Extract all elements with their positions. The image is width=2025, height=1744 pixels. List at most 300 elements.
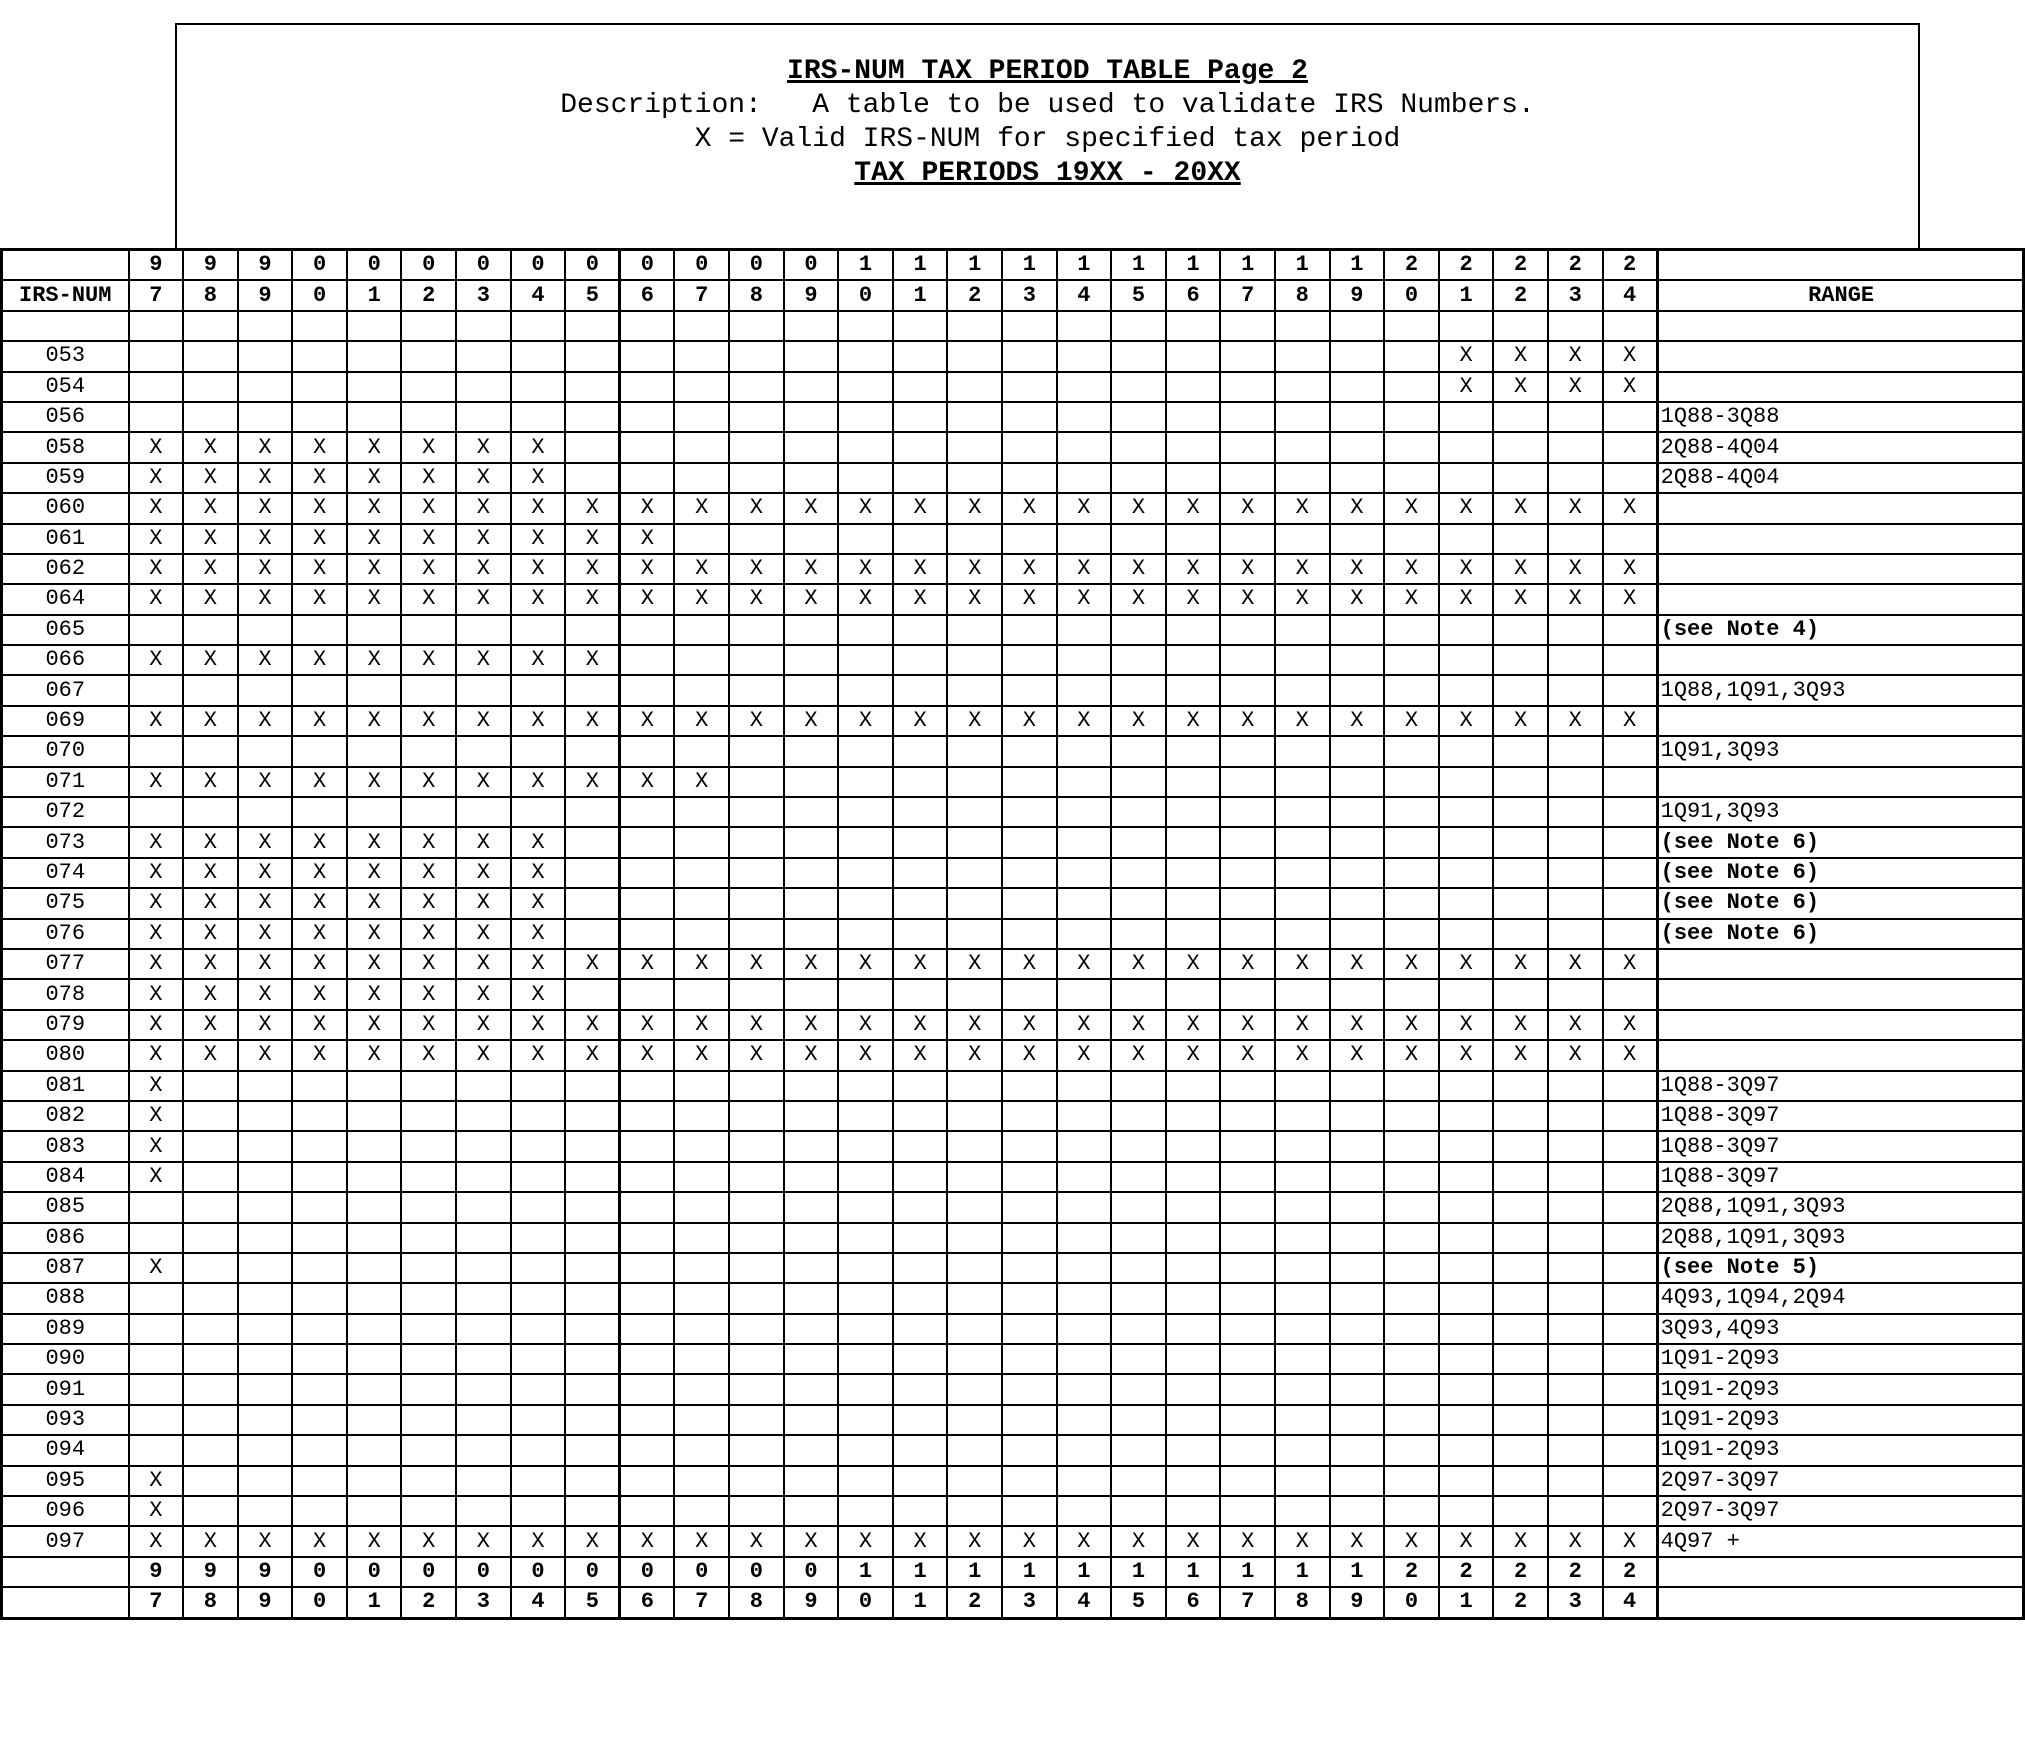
empty-cell (1548, 1071, 1603, 1101)
empty-cell (784, 1223, 839, 1253)
valid-mark: X (1166, 584, 1221, 614)
irs-num-header: IRS-NUM (2, 280, 129, 310)
valid-mark: X (183, 767, 238, 797)
valid-mark: X (838, 1010, 893, 1040)
valid-mark: X (784, 1040, 839, 1070)
empty-cell (1166, 1344, 1221, 1374)
empty-cell (1220, 1466, 1275, 1496)
range-cell: 1Q91,3Q93 (1657, 797, 2023, 827)
empty-cell (292, 1283, 347, 1313)
valid-mark: X (292, 645, 347, 675)
empty-cell (1548, 1466, 1603, 1496)
empty-cell (347, 402, 402, 432)
range-cell: 1Q88-3Q97 (1657, 1071, 2023, 1101)
table-row (2, 1162, 2024, 1192)
valid-mark: X (511, 858, 566, 888)
valid-mark: X (511, 493, 566, 523)
empty-cell (1111, 736, 1166, 766)
valid-mark: X (292, 584, 347, 614)
valid-mark: X (729, 584, 784, 614)
year-digit: 2 (1603, 250, 1658, 281)
valid-mark: X (1275, 493, 1330, 523)
empty-cell (838, 1374, 893, 1404)
valid-mark: X (292, 827, 347, 857)
empty-cell (1439, 1101, 1494, 1131)
valid-mark: X (129, 1466, 184, 1496)
table-row (2, 1071, 2024, 1101)
empty-cell (838, 1405, 893, 1435)
irs-num-cell: 078 (2, 979, 129, 1009)
table-row (2, 706, 2024, 736)
empty-cell (784, 615, 839, 645)
valid-mark: X (347, 432, 402, 462)
table-row (2, 767, 2024, 797)
empty-cell (1275, 463, 1330, 493)
irs-num-cell: 061 (2, 524, 129, 554)
year-digit: 0 (456, 1557, 511, 1587)
empty-cell (1220, 858, 1275, 888)
empty-cell (1548, 1374, 1603, 1404)
valid-mark: X (1002, 1040, 1057, 1070)
valid-mark: X (238, 888, 293, 918)
empty-cell (456, 1374, 511, 1404)
year-digit: 1 (1220, 1557, 1275, 1587)
empty-cell (565, 1192, 620, 1222)
valid-mark: X (838, 706, 893, 736)
blank-cell (1111, 311, 1166, 341)
irs-num-cell: 095 (2, 1466, 129, 1496)
range-cell: 1Q91,3Q93 (1657, 736, 2023, 766)
valid-mark: X (674, 554, 729, 584)
empty-cell (511, 1374, 566, 1404)
year-digit: 8 (729, 1587, 784, 1618)
empty-cell (620, 372, 675, 402)
empty-cell (129, 1374, 184, 1404)
empty-cell (784, 1071, 839, 1101)
year-digit: 0 (674, 250, 729, 281)
empty-cell (1548, 1192, 1603, 1222)
valid-mark: X (893, 1526, 948, 1556)
year-digit: 4 (511, 1587, 566, 1618)
year-digit: 7 (1220, 1587, 1275, 1618)
empty-cell (1330, 1253, 1385, 1283)
empty-cell (784, 1466, 839, 1496)
empty-cell (1220, 919, 1275, 949)
blank-cell (1657, 1557, 2023, 1587)
empty-cell (620, 1162, 675, 1192)
empty-cell (838, 1496, 893, 1526)
valid-mark: X (729, 1040, 784, 1070)
empty-cell (893, 767, 948, 797)
empty-cell (1384, 524, 1439, 554)
valid-mark: X (511, 463, 566, 493)
empty-cell (620, 341, 675, 371)
valid-mark: X (456, 888, 511, 918)
empty-cell (1275, 888, 1330, 918)
empty-cell (1111, 463, 1166, 493)
blank-cell (2, 1557, 129, 1587)
blank-cell (456, 311, 511, 341)
empty-cell (838, 1283, 893, 1313)
empty-cell (238, 1101, 293, 1131)
empty-cell (1002, 1283, 1057, 1313)
year-digit: 0 (838, 1587, 893, 1618)
empty-cell (1439, 1131, 1494, 1161)
irs-num-cell: 075 (2, 888, 129, 918)
empty-cell (1439, 1344, 1494, 1374)
year-digit: 2 (1439, 1557, 1494, 1587)
valid-mark: X (183, 463, 238, 493)
empty-cell (401, 1253, 456, 1283)
empty-cell (511, 1283, 566, 1313)
valid-mark: X (401, 888, 456, 918)
valid-mark: X (401, 554, 456, 584)
irs-num-cell: 056 (2, 402, 129, 432)
irs-num-cell: 064 (2, 584, 129, 614)
range-cell: 2Q97-3Q97 (1657, 1466, 2023, 1496)
empty-cell (1111, 675, 1166, 705)
valid-mark: X (565, 584, 620, 614)
empty-cell (1603, 858, 1658, 888)
empty-cell (1166, 1253, 1221, 1283)
irs-num-cell: 070 (2, 736, 129, 766)
empty-cell (729, 1101, 784, 1131)
empty-cell (674, 919, 729, 949)
range-cell: (see Note 6) (1657, 888, 2023, 918)
valid-mark: X (838, 584, 893, 614)
empty-cell (838, 615, 893, 645)
empty-cell (1002, 1253, 1057, 1283)
valid-mark: X (129, 919, 184, 949)
table-row (2, 1101, 2024, 1131)
irs-num-cell: 074 (2, 858, 129, 888)
empty-cell (784, 1496, 839, 1526)
empty-cell (1493, 767, 1548, 797)
valid-mark: X (1603, 706, 1658, 736)
empty-cell (401, 797, 456, 827)
empty-cell (784, 524, 839, 554)
empty-cell (1330, 432, 1385, 462)
valid-mark: X (1220, 706, 1275, 736)
empty-cell (674, 1253, 729, 1283)
empty-cell (183, 1344, 238, 1374)
empty-cell (1002, 615, 1057, 645)
empty-cell (1275, 372, 1330, 402)
range-cell: 2Q97-3Q97 (1657, 1496, 2023, 1526)
valid-mark: X (129, 706, 184, 736)
empty-cell (1057, 919, 1112, 949)
blank-cell (947, 311, 1002, 341)
empty-cell (1002, 675, 1057, 705)
valid-mark: X (674, 1040, 729, 1070)
table-row (2, 1131, 2024, 1161)
empty-cell (893, 372, 948, 402)
valid-mark: X (347, 584, 402, 614)
empty-cell (129, 341, 184, 371)
empty-cell (674, 402, 729, 432)
empty-cell (1548, 1101, 1603, 1131)
empty-cell (838, 1223, 893, 1253)
empty-cell (729, 1466, 784, 1496)
empty-cell (456, 1223, 511, 1253)
empty-cell (1493, 827, 1548, 857)
empty-cell (1220, 1405, 1275, 1435)
empty-cell (1493, 1435, 1548, 1465)
range-cell (1657, 524, 2023, 554)
valid-mark: X (129, 584, 184, 614)
irs-num-cell: 083 (2, 1131, 129, 1161)
valid-mark: X (1548, 341, 1603, 371)
empty-cell (1548, 1283, 1603, 1313)
irs-num-cell: 091 (2, 1374, 129, 1404)
empty-cell (565, 1162, 620, 1192)
empty-cell (1111, 1101, 1166, 1131)
valid-mark: X (238, 919, 293, 949)
blank-cell (1275, 311, 1330, 341)
empty-cell (292, 1131, 347, 1161)
blank-cell (1493, 311, 1548, 341)
empty-cell (511, 1344, 566, 1374)
empty-cell (1166, 402, 1221, 432)
empty-cell (947, 1131, 1002, 1161)
valid-mark: X (1002, 584, 1057, 614)
valid-mark: X (1166, 1010, 1221, 1040)
empty-cell (565, 797, 620, 827)
empty-cell (565, 341, 620, 371)
valid-mark: X (238, 979, 293, 1009)
empty-cell (1603, 1101, 1658, 1131)
valid-mark: X (401, 1010, 456, 1040)
valid-mark: X (347, 645, 402, 675)
valid-mark: X (947, 554, 1002, 584)
valid-mark: X (1548, 493, 1603, 523)
empty-cell (838, 1131, 893, 1161)
empty-cell (565, 432, 620, 462)
empty-cell (947, 372, 1002, 402)
blank-cell (838, 311, 893, 341)
range-cell: 1Q91-2Q93 (1657, 1344, 2023, 1374)
empty-cell (1330, 827, 1385, 857)
valid-mark: X (1166, 1526, 1221, 1556)
empty-cell (238, 1405, 293, 1435)
empty-cell (1220, 767, 1275, 797)
empty-cell (292, 1314, 347, 1344)
range-cell: 2Q88-4Q04 (1657, 432, 2023, 462)
irs-num-cell: 065 (2, 615, 129, 645)
empty-cell (565, 1496, 620, 1526)
empty-cell (1384, 1374, 1439, 1404)
valid-mark: X (129, 1010, 184, 1040)
empty-cell (292, 1223, 347, 1253)
empty-cell (1493, 1162, 1548, 1192)
empty-cell (893, 1466, 948, 1496)
valid-mark: X (347, 888, 402, 918)
page-title: IRS-NUM TAX PERIOD TABLE Page 2 (787, 56, 1308, 87)
table-row (2, 1526, 2024, 1556)
empty-cell (1384, 1405, 1439, 1435)
empty-cell (1002, 1162, 1057, 1192)
valid-mark: X (401, 827, 456, 857)
valid-mark: X (183, 858, 238, 888)
year-digit: 1 (347, 280, 402, 310)
empty-cell (1002, 372, 1057, 402)
year-digit: 6 (620, 280, 675, 310)
empty-cell (1057, 1435, 1112, 1465)
empty-cell (838, 645, 893, 675)
range-cell: (see Note 6) (1657, 919, 2023, 949)
valid-mark: X (1603, 554, 1658, 584)
empty-cell (1330, 341, 1385, 371)
empty-cell (1057, 463, 1112, 493)
empty-cell (893, 1405, 948, 1435)
empty-cell (1548, 1223, 1603, 1253)
empty-cell (1220, 645, 1275, 675)
valid-mark: X (1057, 706, 1112, 736)
empty-cell (620, 888, 675, 918)
year-digit: 0 (292, 250, 347, 281)
empty-cell (1166, 797, 1221, 827)
empty-cell (1384, 615, 1439, 645)
valid-mark: X (893, 493, 948, 523)
empty-cell (129, 1344, 184, 1374)
valid-mark: X (1002, 554, 1057, 584)
empty-cell (1493, 979, 1548, 1009)
empty-cell (1002, 524, 1057, 554)
valid-mark: X (729, 706, 784, 736)
year-digit: 3 (456, 280, 511, 310)
empty-cell (1493, 1374, 1548, 1404)
range-cell (1657, 645, 2023, 675)
empty-cell (401, 1314, 456, 1344)
empty-cell (1220, 1496, 1275, 1526)
empty-cell (947, 1374, 1002, 1404)
year-digit: 2 (947, 1587, 1002, 1618)
empty-cell (1439, 1435, 1494, 1465)
table-row (2, 493, 2024, 523)
empty-cell (1111, 1253, 1166, 1283)
table-row (2, 1344, 2024, 1374)
empty-cell (1439, 979, 1494, 1009)
empty-cell (729, 1283, 784, 1313)
empty-cell (511, 1466, 566, 1496)
empty-cell (1111, 1192, 1166, 1222)
year-digit: 8 (729, 280, 784, 310)
year-digit: 1 (838, 1557, 893, 1587)
empty-cell (1057, 1162, 1112, 1192)
empty-cell (947, 888, 1002, 918)
empty-cell (183, 1071, 238, 1101)
valid-mark: X (292, 1010, 347, 1040)
valid-mark: X (838, 554, 893, 584)
empty-cell (1493, 1223, 1548, 1253)
valid-mark: X (565, 524, 620, 554)
empty-cell (1111, 645, 1166, 675)
year-digit: 4 (1057, 280, 1112, 310)
valid-mark: X (456, 432, 511, 462)
empty-cell (1275, 1253, 1330, 1283)
empty-cell (238, 1131, 293, 1161)
valid-mark: X (784, 1010, 839, 1040)
valid-mark: X (347, 554, 402, 584)
valid-mark: X (456, 1526, 511, 1556)
empty-cell (893, 1192, 948, 1222)
empty-cell (565, 979, 620, 1009)
empty-cell (838, 736, 893, 766)
valid-mark: X (893, 706, 948, 736)
year-digit: 0 (784, 1557, 839, 1587)
empty-cell (183, 341, 238, 371)
table-row (2, 645, 2024, 675)
table-row (2, 949, 2024, 979)
empty-cell (1002, 1192, 1057, 1222)
empty-cell (729, 402, 784, 432)
valid-mark: X (1275, 1526, 1330, 1556)
empty-cell (1057, 827, 1112, 857)
empty-cell (1330, 1405, 1385, 1435)
valid-mark: X (129, 1071, 184, 1101)
table-row (2, 1040, 2024, 1070)
empty-cell (565, 1071, 620, 1101)
empty-cell (456, 372, 511, 402)
empty-cell (1111, 524, 1166, 554)
irs-num-cell: 076 (2, 919, 129, 949)
year-digit: 7 (674, 1587, 729, 1618)
empty-cell (456, 1283, 511, 1313)
year-digit: 0 (565, 1557, 620, 1587)
empty-cell (1111, 1496, 1166, 1526)
empty-cell (1057, 888, 1112, 918)
empty-cell (1384, 645, 1439, 675)
empty-cell (401, 1496, 456, 1526)
empty-cell (1111, 1435, 1166, 1465)
empty-cell (456, 1071, 511, 1101)
range-cell: (see Note 6) (1657, 827, 2023, 857)
empty-cell (511, 402, 566, 432)
year-digit: 1 (1002, 250, 1057, 281)
year-digit: 1 (1166, 250, 1221, 281)
empty-cell (511, 341, 566, 371)
empty-cell (456, 797, 511, 827)
empty-cell (893, 1131, 948, 1161)
empty-cell (620, 1283, 675, 1313)
empty-cell (1166, 1162, 1221, 1192)
valid-mark: X (183, 888, 238, 918)
year-digit: 2 (1493, 1587, 1548, 1618)
blank-cell (1220, 311, 1275, 341)
empty-cell (511, 1435, 566, 1465)
empty-cell (129, 372, 184, 402)
year-digit: 9 (784, 280, 839, 310)
blank-cell (729, 311, 784, 341)
empty-cell (729, 1314, 784, 1344)
empty-cell (674, 979, 729, 1009)
valid-mark: X (292, 706, 347, 736)
empty-cell (620, 1101, 675, 1131)
empty-cell (1439, 524, 1494, 554)
table-row (2, 1466, 2024, 1496)
table-row (2, 341, 2024, 371)
empty-cell (1057, 1101, 1112, 1131)
valid-mark: X (1330, 706, 1385, 736)
year-digit: 1 (893, 250, 948, 281)
valid-mark: X (1275, 949, 1330, 979)
empty-cell (674, 1131, 729, 1161)
empty-cell (1111, 1405, 1166, 1435)
valid-mark: X (1384, 554, 1439, 584)
empty-cell (1493, 1253, 1548, 1283)
table-row (2, 858, 2024, 888)
empty-cell (1002, 341, 1057, 371)
